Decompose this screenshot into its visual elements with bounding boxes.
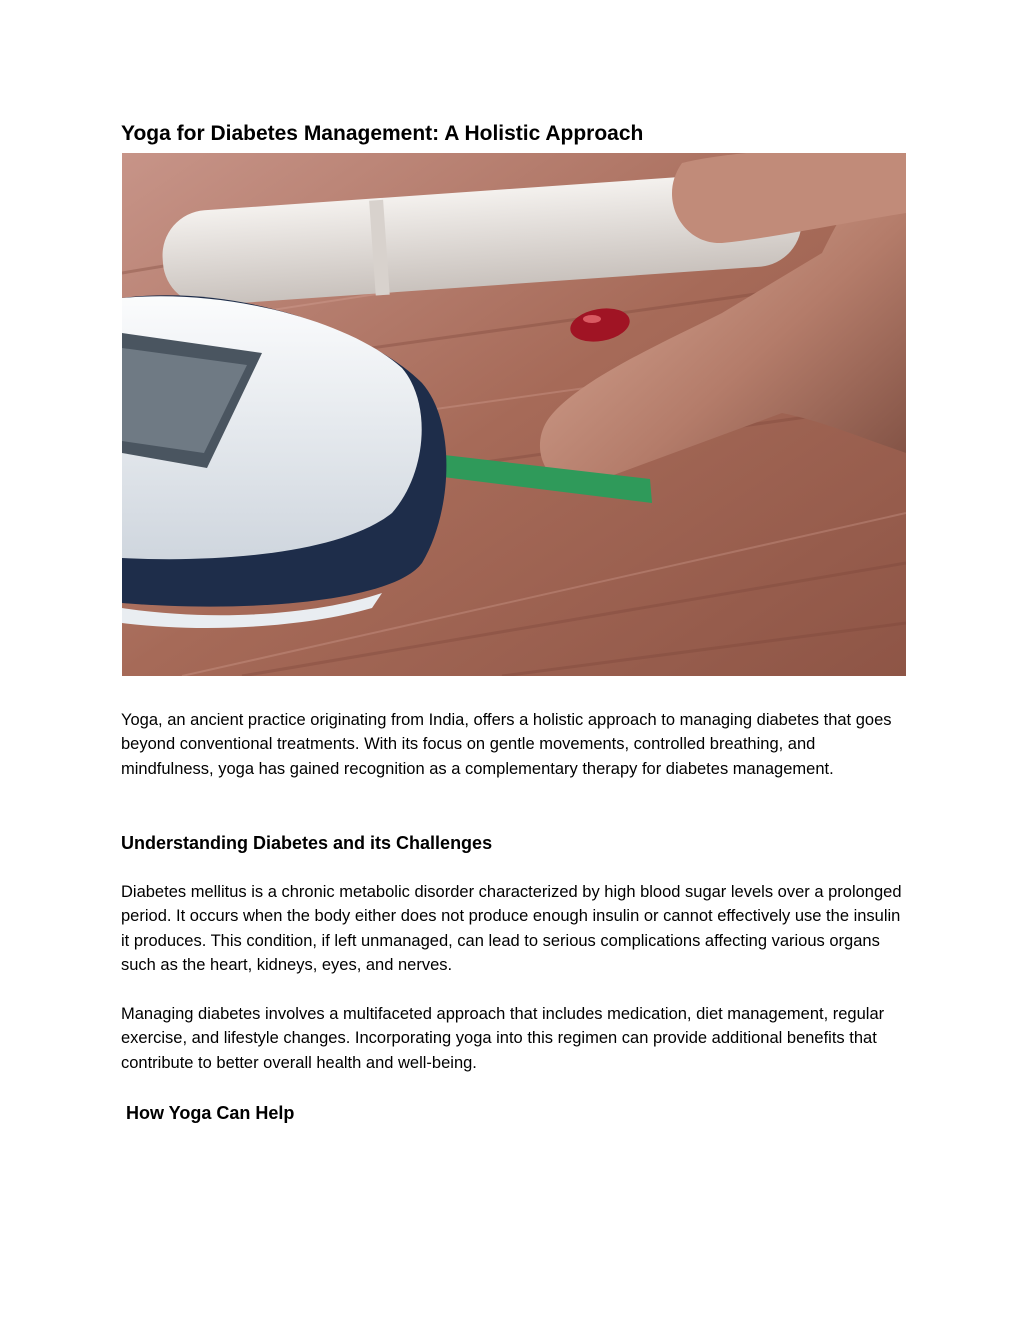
page-title: Yoga for Diabetes Management: A Holistic Approach xyxy=(121,122,644,145)
glucose-meter-photo xyxy=(122,153,906,676)
section-heading-how-yoga: How Yoga Can Help xyxy=(126,1103,295,1123)
section-heading-understanding: Understanding Diabetes and its Challenges xyxy=(121,833,493,853)
paragraph-diabetes-definition: Diabetes mellitus is a chronic metabolic disorder characterized by high blood sugar levels over a prolonged period. It occurs when the body either does not produce enough insulin or cannot effectively use the insulin it produces. This condition, if left unmanaged, can lead to serious complications affecting various organs such as the heart, kidneys, eyes, and nerves. xyxy=(121,883,902,975)
paragraph-managing-diabetes: Managing diabetes involves a multifaceted approach that includes medication, diet management, regular exercise, and lifestyle changes. Incorporating yoga into this regimen can provide additional benefits that contribute to better overall health and well-being. xyxy=(121,1005,885,1072)
intro-paragraph: Yoga, an ancient practice originating from India, offers a holistic approach to managing diabetes that goes beyond conventional treatments. With its focus on gentle movements, controlled breathing, and mindfulness, yoga has gained recognition as a complementary therapy for diabetes management. xyxy=(121,711,892,778)
